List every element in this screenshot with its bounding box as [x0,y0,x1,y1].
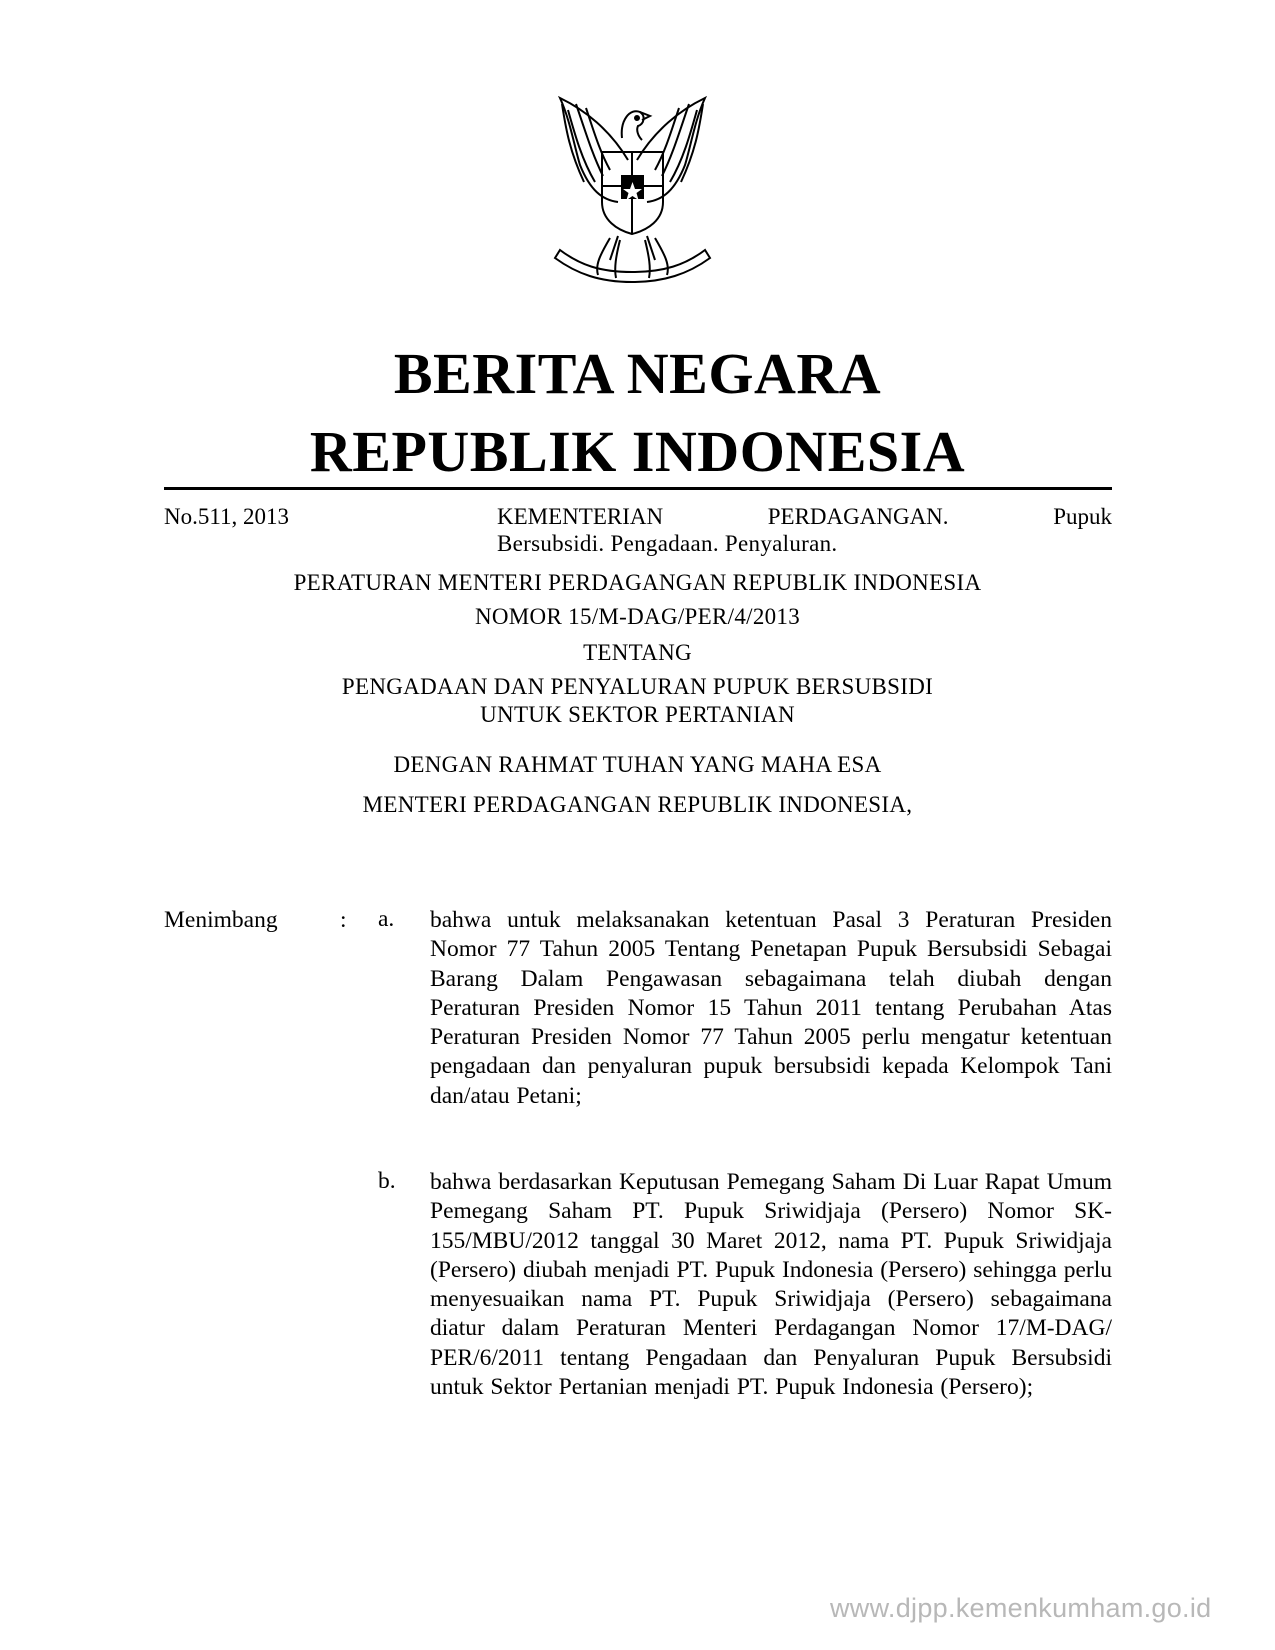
title-line-2: REPUBLIK INDONESIA [309,419,966,484]
item-marker-b: b. [378,1168,396,1194]
gazette-subject-line-2: Bersubsidi. Pengadaan. Penyaluran. [497,531,838,556]
gazette-subject-line-1: KEMENTERIAN PERDAGANGAN. Pupuk [497,504,1112,529]
considering-colon: : [340,907,347,933]
regulation-number: NOMOR 15/M-DAG/PER/4/2013 [474,604,801,629]
considering-label: Menimbang [164,907,278,933]
invocation: DENGAN RAHMAT TUHAN YANG MAHA ESA [393,752,882,777]
considering-item-a: bahwa untuk melaksanakan ketentuan Pasal 3 Peraturan Presiden Nomor 77 Tahun 2005 Tentang Penetapan Pupuk Bersubsidi Sebagai Barang Dalam Pengawasan sebagaimana telah diubah dengan Peraturan Presiden Nomor 15 Tahun 2011 tentang Perubahan Atas Peraturan Presiden Nomor 77 Tahun 2005 perlu mengatur ketentuan pengadaan dan penyaluran pupuk bersubsidi kepada Kelompok Tani dan/atau Petani; [430,907,1112,1109]
regulation-subject-line-2: UNTUK SEKTOR PERTANIAN [480,702,795,727]
title-line-1: BERITA NEGARA [393,341,882,406]
title-divider [164,487,1112,490]
issuer: MENTERI PERDAGANGAN REPUBLIK INDONESIA, [362,792,913,817]
source-url[interactable]: www.djpp.kemenkumham.go.id [830,1593,1212,1623]
garuda-pancasila-emblem [540,90,725,290]
regulation-title: PERATURAN MENTERI PERDAGANGAN REPUBLIK INDONESIA [293,570,982,595]
regulation-subject-line-1: PENGADAAN DAN PENYALURAN PUPUK BERSUBSIDI [341,674,934,699]
gazette-number: No.511, 2013 [164,504,290,529]
item-marker-a: a. [378,906,395,932]
regulation-about: TENTANG [583,640,692,665]
considering-item-b: bahwa berdasarkan Keputusan Pemegang Saham Di Luar Rapat Umum Pemegang Saham PT. Pupuk Sriwidjaja (Persero) Nomor SK-155/MBU/2012 tanggal 30 Maret 2012, nama PT. Pupuk Sriwidjaja (Persero) diubah menjadi PT. Pupuk Indonesia (Persero) sehingga perlu menyesuaikan nama PT. Pupuk Sriwidjaja (Persero) sebagaimana diatur dalam Peraturan Menteri Perdagangan Nomor 17/M-DAG/ PER/6/2011 tentang Pengadaan dan Penyaluran Pupuk Bersubsidi untuk Sektor Pertanian menjadi PT. Pupuk Indonesia (Persero); [430,1169,1112,1401]
